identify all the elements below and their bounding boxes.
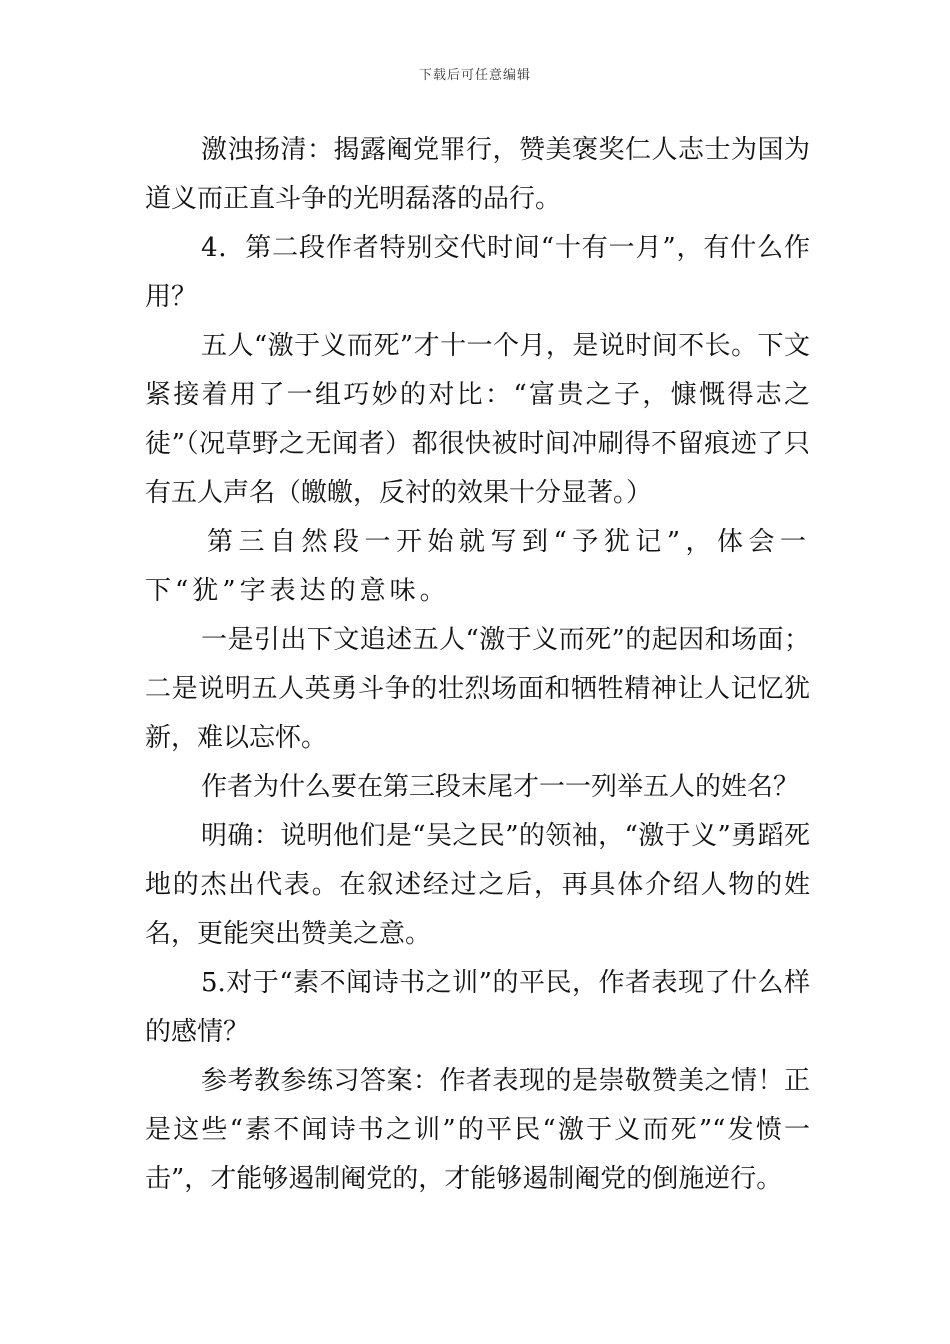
paragraph-9: 参考教参练习答案：作者表现的是崇敬赞美之情！正是这些“素不闻诗书之训”的平民“激于义而死”“发愤一击”，才能够遏制阉党的，才能够遏制阉党的倒施逆行。 <box>145 1066 810 1194</box>
paragraph-7: 明确：说明他们是“吴之民”的领袖，“激于义”勇蹈死地的杰出代表。在叙述经过之后，再具体介绍人物的姓名，更能突出赞美之意。 <box>145 821 810 949</box>
paragraph-6: 作者为什么要在第三段末尾才一一列举五人的姓名？ <box>201 772 800 802</box>
paragraph-8: 5.对于“素不闻诗书之训”的平民，作者表现了什么样的感情？ <box>145 968 810 1047</box>
paragraph-2: 4．第二段作者特别交代时间“十有一月”，有什么作用？ <box>145 233 810 312</box>
document-body <box>145 126 810 1204</box>
paragraph-3: 五人“激于义而死”才十一个月，是说时间不长。下文紧接着用了一组巧妙的对比：“富贵之子，慷慨得志之徒”（况草野之无闻者）都很快被时间冲刷得不留痕迹了只有五人声名（皦皦，反衬的效果十分显著。） <box>145 331 810 508</box>
paragraph-1: 激浊扬清：揭露阉党罪行，赞美褒奖仁人志士为国为道义而正直斗争的光明磊落的品行。 <box>145 135 810 214</box>
page-header: 下载后可任意编辑 <box>418 68 531 83</box>
paragraph-5: 一是引出下文追述五人“激于义而死”的起因和场面；二是说明五人英勇斗争的壮烈场面和牺牲精神让人记忆犹新，难以忘怀。 <box>145 625 810 753</box>
paragraph-4: 第三自然段一开始就写到“予犹记”，体会一下“犹”字表达的意味。 <box>145 527 810 606</box>
